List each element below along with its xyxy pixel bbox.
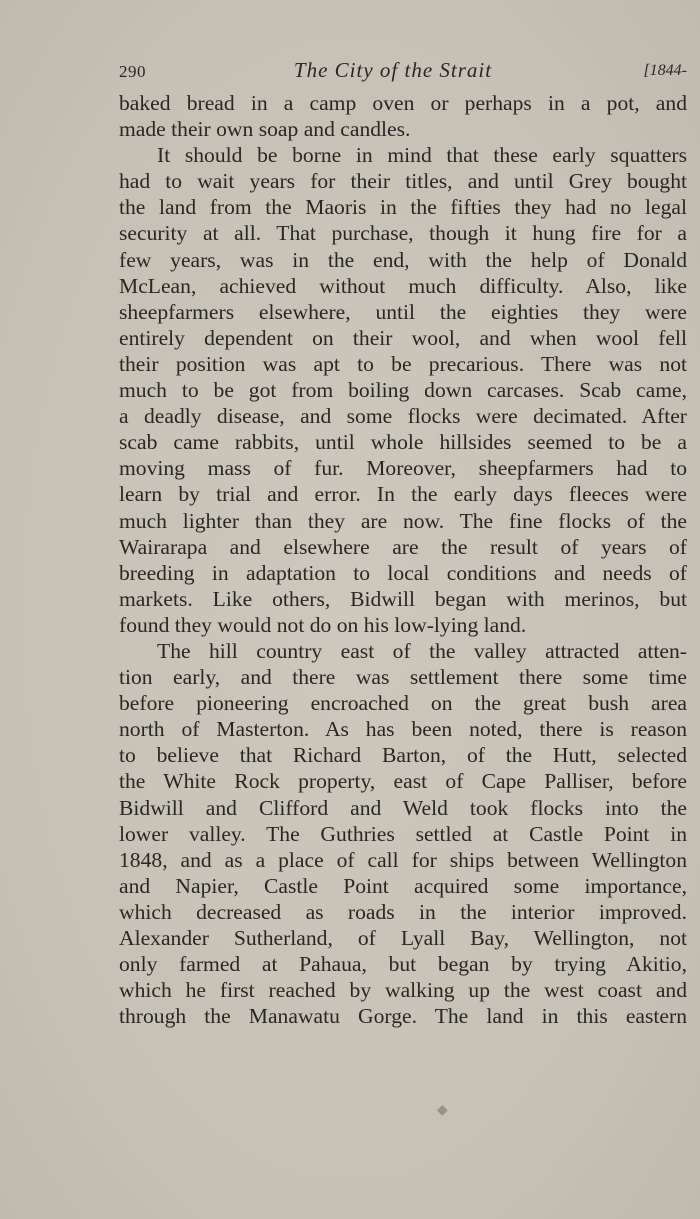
- running-head: [119, 56, 687, 90]
- running-title: The City of the Strait: [293, 58, 493, 82]
- text-line: made their own soap and candles.: [119, 117, 411, 142]
- text-line: markets. Like others, Bidwill began with merinos, but: [119, 586, 687, 611]
- text-line: Bidwill and Clifford and Weld took flocks into the: [119, 795, 687, 820]
- text-line: Alexander Sutherland, of Lyall Bay, Wellington, not: [119, 926, 687, 950]
- text-line: tion early, and there was settlement there some time: [119, 665, 687, 690]
- text-line: much to be got from boiling down carcases. Scab came,: [119, 378, 687, 403]
- text-line: Wairarapa and elsewhere are the result of years of: [119, 534, 687, 559]
- text-line: the land from the Maoris in the fifties they had no legal: [119, 195, 687, 220]
- text-line: few years, was in the end, with the help of Donald: [119, 247, 687, 272]
- text-line: found they would not do on his low-lying land.: [119, 612, 527, 637]
- text-line: McLean, achieved without much difficulty. Also, like: [119, 273, 687, 298]
- page-number: 290: [119, 62, 146, 81]
- text-line: breeding in adaptation to local conditions and needs of: [119, 560, 687, 585]
- text-line: before pioneering encroached on the great bush area: [119, 691, 687, 716]
- text-line: the White Rock property, east of Cape Palliser, before: [119, 769, 687, 794]
- text-line: learn by trial and error. In the early days fleeces were: [119, 482, 687, 507]
- text-line: lower valley. The Guthries settled at Castle Point in: [119, 821, 687, 846]
- text-line: much lighter than they are now. The fine flocks of the: [119, 508, 687, 533]
- text-line: which he first reached by walking up the west coast and: [119, 978, 687, 1003]
- text-line: and Napier, Castle Point acquired some importance,: [119, 873, 687, 898]
- text-line: entirely dependent on their wool, and when wool fell: [119, 325, 687, 350]
- text-line: baked bread in a camp oven or perhaps in a pot, and: [119, 91, 687, 115]
- paper-speck: ◆: [437, 1103, 448, 1118]
- text-line: moving mass of fur. Moreover, sheepfarmers had to: [119, 456, 687, 481]
- text-line: their position was apt to be precarious. There was not: [119, 351, 687, 376]
- text-line: scab came rabbits, until whole hillsides seemed to be a: [119, 430, 687, 455]
- text-line: sheepfarmers elsewhere, until the eighties they were: [119, 299, 687, 324]
- text-line: security at all. That purchase, though it hung fire for a: [119, 221, 687, 246]
- body-text: [119, 90, 687, 1029]
- text-line: It should be borne in mind that these early squatters: [157, 143, 687, 168]
- text-line: had to wait years for their titles, and until Grey bought: [119, 169, 687, 194]
- text-line: north of Masterton. As has been noted, there is reason: [119, 717, 687, 742]
- text-line: 1848, and as a place of call for ships between Wellington: [119, 847, 687, 872]
- date-range: [1844-: [643, 62, 687, 79]
- text-line: only farmed at Pahaua, but began by trying Akitio,: [119, 952, 687, 977]
- text-line: a deadly disease, and some flocks were decimated. After: [119, 404, 687, 429]
- text-line: to believe that Richard Barton, of the Hutt, selected: [119, 743, 687, 768]
- text-line: which decreased as roads in the interior improved.: [119, 899, 687, 924]
- text-line: through the Manawatu Gorge. The land in this eastern: [119, 1004, 687, 1029]
- book-page: [119, 56, 687, 1029]
- text-line: The hill country east of the valley attracted atten-: [157, 638, 687, 663]
